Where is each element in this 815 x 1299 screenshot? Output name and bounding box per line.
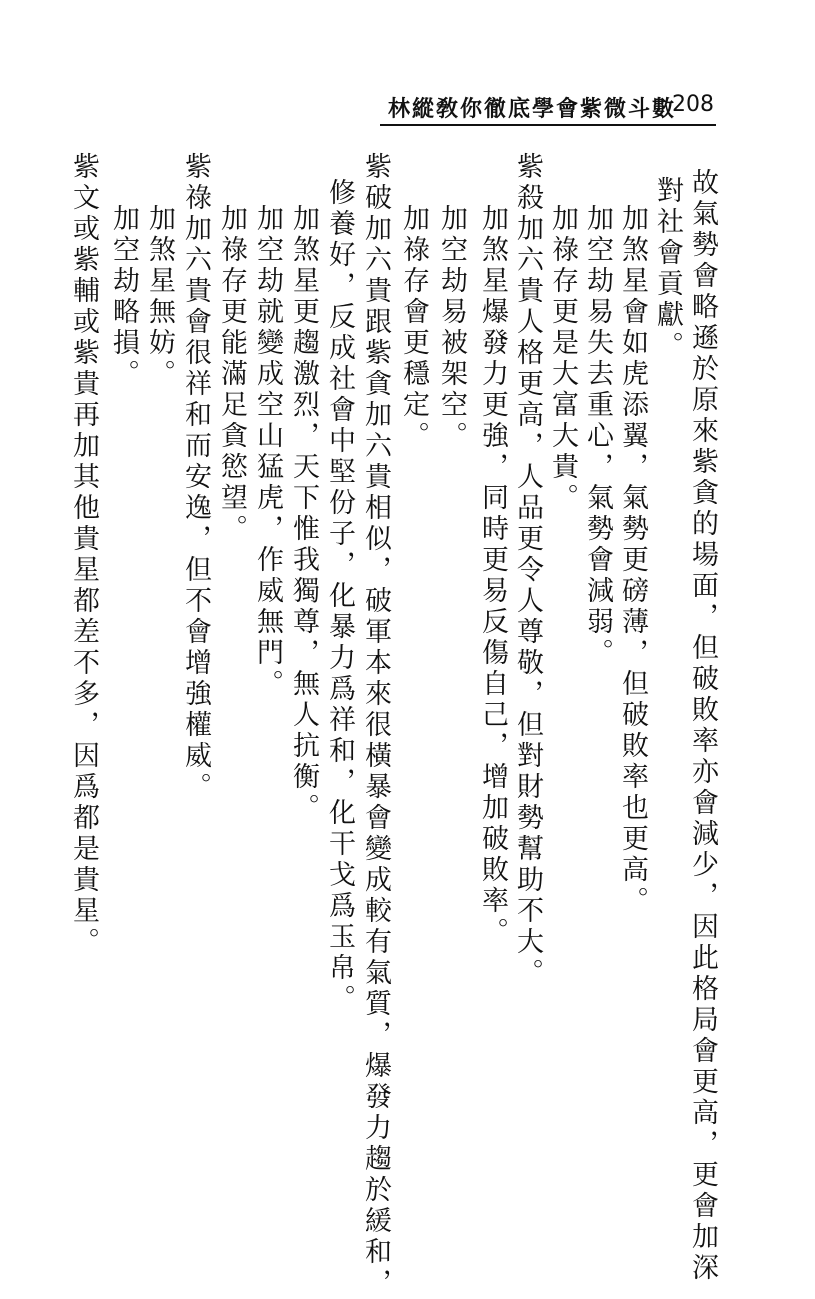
text-column-17: 加空劫略損。 xyxy=(108,204,139,390)
header-rule xyxy=(380,124,716,126)
text-column-16: 加煞星無妨。 xyxy=(144,204,175,390)
running-header xyxy=(380,92,716,126)
text-column-10: 紫破加六貴跟紫貪加六貴相似，破軍本來很橫暴會變成較有氣質，爆發力趨於緩和， xyxy=(360,152,391,1299)
text-column-11: 修養好，反成社會中堅份子，化暴力爲祥和，化干戈爲玉帛。 xyxy=(324,178,355,1015)
book-title: 林縱敎你徹底學會紫微斗數 xyxy=(388,97,677,122)
text-column-1: 故氣勢會略遜於原來紫貪的場面，但破敗率亦會減少，因此格局會更高，更會加深 xyxy=(687,168,718,1284)
page-number: 208 xyxy=(672,92,714,117)
text-column-7: 加煞星爆發力更強，同時更易反傷自己，增加破敗率。 xyxy=(477,204,508,948)
text-column-2: 對社會貢獻。 xyxy=(652,176,683,362)
text-column-8: 加空劫易被架空。 xyxy=(436,204,467,452)
text-column-9: 加祿存會更穩定。 xyxy=(398,204,429,452)
text-column-4: 加空劫易失去重心，氣勢會減弱。 xyxy=(582,204,613,669)
text-column-18: 紫文或紫輔或紫貴再加其他貴星都差不多，因爲都是貴星。 xyxy=(68,152,99,958)
text-column-12: 加煞星更趨激烈，天下惟我獨尊，無人抗衡。 xyxy=(288,204,319,824)
text-column-5: 加祿存更是大富大貴。 xyxy=(547,204,578,514)
text-column-15: 紫祿加六貴會很祥和而安逸，但不會增強權威。 xyxy=(180,152,211,803)
text-column-3: 加煞星會如虎添翼，氣勢更磅薄，但破敗率也更高。 xyxy=(617,204,648,917)
text-column-13: 加空劫就變成空山猛虎，作威無門。 xyxy=(252,204,283,700)
text-column-14: 加祿存更能滿足貪慾望。 xyxy=(216,204,247,545)
text-column-6: 紫殺加六貴人格更高，人品更令人尊敬，但對財勢幫助不大。 xyxy=(512,152,543,989)
